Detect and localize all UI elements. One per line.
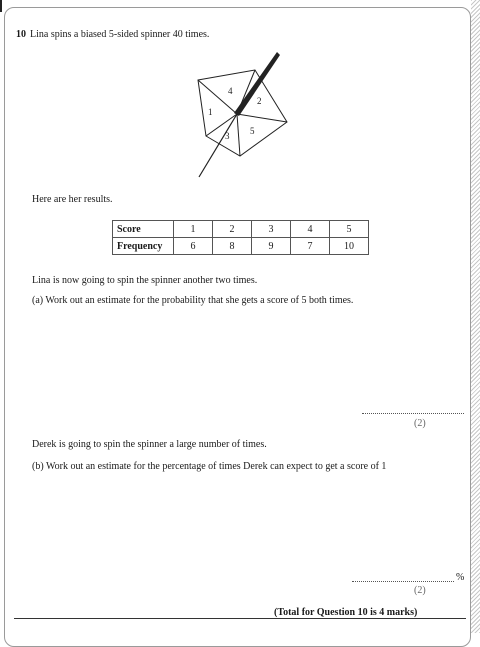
derek-intro-text: Derek is going to spin the spinner a large number of times. xyxy=(32,439,267,450)
percent-symbol: % xyxy=(456,572,465,583)
lina-again-text: Lina is now going to spin the spinner another two times. xyxy=(32,275,258,286)
part-b-question: (b) Work out an estimate for the percentage of times Derek can expect to get a score of 1 xyxy=(32,461,387,472)
spinner-divider xyxy=(237,114,287,122)
spinner-divider xyxy=(237,114,240,156)
spinner-label-5: 5 xyxy=(250,126,255,136)
spinner-pointer-head xyxy=(234,52,280,116)
spinner-divider xyxy=(206,114,237,136)
results-table xyxy=(112,220,369,255)
total-marks: (Total for Question 10 is 4 marks) xyxy=(274,607,418,618)
frequency-cell: 9 xyxy=(252,238,291,255)
frequency-cell: 7 xyxy=(291,238,330,255)
frequency-cell: 6 xyxy=(174,238,213,255)
results-intro: Here are her results. xyxy=(32,194,113,205)
frequency-cell: 10 xyxy=(330,238,369,255)
spinner-label-2: 2 xyxy=(257,96,262,106)
score-cell: 4 xyxy=(291,221,330,238)
spinner-label-1: 1 xyxy=(208,107,213,117)
score-cell: 3 xyxy=(252,221,291,238)
part-a-answer-line[interactable] xyxy=(362,413,464,414)
score-cell: 5 xyxy=(330,221,369,238)
part-a-question: (a) Work out an estimate for the probability that she gets a score of 5 both times. xyxy=(32,295,354,306)
question-number: 10 xyxy=(16,29,26,40)
spinner-label-3: 3 xyxy=(225,131,230,141)
bottom-rule xyxy=(14,618,466,619)
frequency-row xyxy=(113,238,369,255)
spinner-label-4: 4 xyxy=(228,86,233,96)
margin-tick xyxy=(0,0,2,12)
page-edge-hatching xyxy=(471,0,480,633)
score-header: Score xyxy=(113,221,174,238)
part-b-answer-line[interactable] xyxy=(352,581,454,582)
part-a-marks: (2) xyxy=(414,418,426,429)
part-b-marks: (2) xyxy=(414,585,426,596)
question-intro: Lina spins a biased 5-sided spinner 40 times. xyxy=(30,29,210,40)
score-cell: 1 xyxy=(174,221,213,238)
score-cell: 2 xyxy=(213,221,252,238)
frequency-cell: 8 xyxy=(213,238,252,255)
question-intro-line xyxy=(16,29,209,41)
spinner-diagram xyxy=(190,50,290,180)
frequency-header: Frequency xyxy=(113,238,174,255)
score-row xyxy=(113,221,369,238)
